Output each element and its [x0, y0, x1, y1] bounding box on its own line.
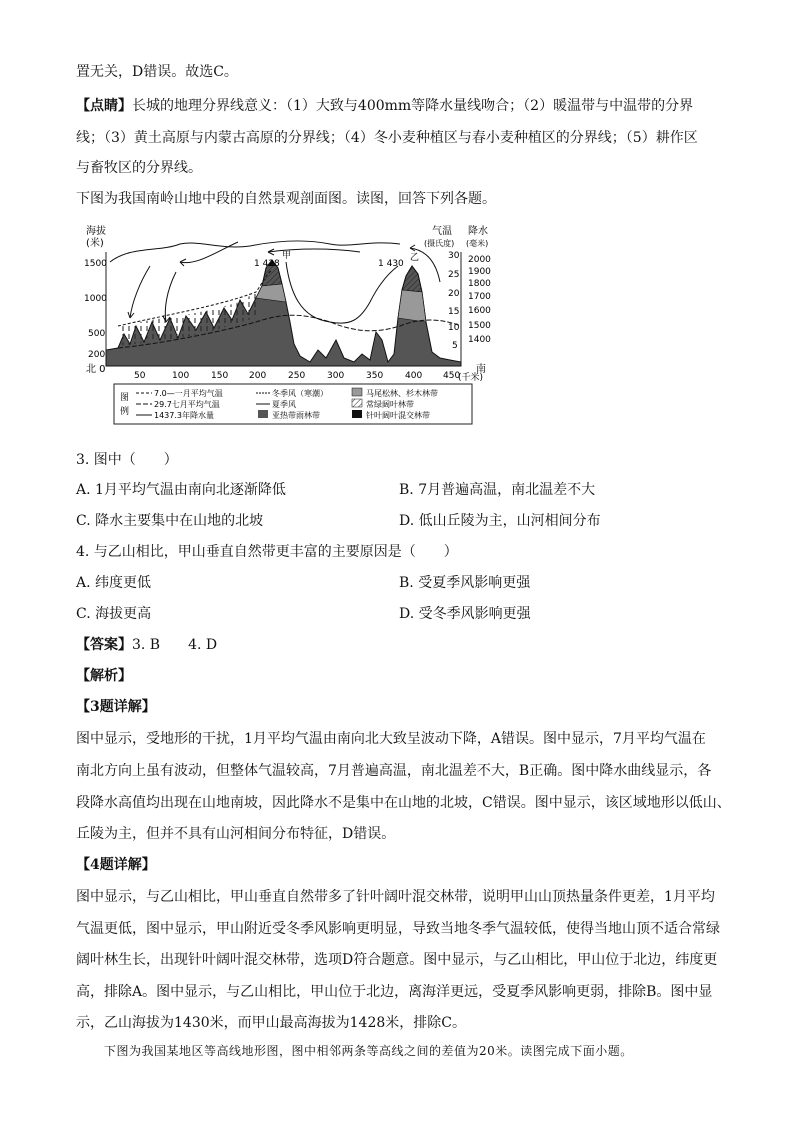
temp-tick-15: 15 [448, 307, 460, 317]
left-tick-500: 500 [88, 329, 106, 339]
detail4-line-2: 气温更低，图中显示，甲山附近受冬季风影响更明显，导致当地冬季气温较低，使得当地山顶不适合常绿 [76, 921, 720, 937]
south-label: 南 [476, 364, 486, 375]
q3-option-b: B. 7月普遍高温，南北温差不大 [399, 482, 596, 498]
legend-mixed-forest: 针叶阔叶混交林带 [366, 411, 430, 420]
legend-title-2: 例 [120, 407, 130, 417]
intro-line: 置无关，D错误。故选C。 [76, 64, 238, 80]
peak-jia-name: 甲 [282, 251, 292, 261]
dianjing-tag: 【点睛】 [76, 98, 132, 114]
dianjing-line-1 [76, 96, 693, 116]
terrain-profile [106, 260, 461, 366]
legend-july-temp: 29.7七月平均气温 [154, 400, 220, 409]
precip-title-1: 降水 [468, 226, 488, 237]
temp-tick-5: 5 [452, 341, 458, 351]
temp-tick-30: 30 [448, 251, 460, 261]
profile-figure [0, 222, 794, 432]
legend-summer-monsoon: 夏季风 [272, 400, 296, 409]
temp-title-1: 气温 [432, 226, 452, 237]
north-label: 北 0 [86, 364, 106, 375]
detail3-tag: 【3题详解】 [76, 699, 156, 715]
precip-tick-1400: 1400 [468, 335, 491, 345]
precip-tick-1600: 1600 [468, 306, 491, 316]
left-axis-title-1: 海拔 [86, 226, 106, 237]
legend-precip: 1437.3年降水量 [154, 411, 214, 420]
temp-title-2: (摄氏度) [424, 239, 455, 248]
dianjing-text-1: 长城的地理分界线意义：（1）大致与400mm等降水量线吻合；（2）暖温带与中温带的分界 [132, 98, 694, 114]
q4-option-d: D. 受冬季风影响更强 [399, 606, 531, 622]
precip-title-2: (毫米) [466, 239, 489, 248]
detail4-line-5: 示，乙山海拔为1430米，而甲山最高海拔为1428米，排除C。 [76, 1015, 466, 1031]
precip-tick-1500: 1500 [468, 321, 491, 331]
legend-rainforest: 亚热带雨林带 [272, 411, 320, 420]
detail4-line-3: 阔叶林生长，出现针叶阔叶混交林带，选项D符合题意。图中显示，与乙山相比，甲山位于北边，纬度更 [76, 952, 718, 968]
legend-winter-monsoon: 冬季风（寒潮） [272, 389, 328, 398]
answer-tag: 【答案】 [76, 637, 132, 653]
x-tick-150: 150 [211, 371, 229, 381]
x-unit: (千米) [458, 373, 484, 383]
precip-tick-1800: 1800 [468, 279, 491, 289]
figure-intro: 下图为我国南岭山地中段的自然景观剖面图。读图，回答下列各题。 [76, 191, 496, 207]
temp-tick-25: 25 [448, 270, 460, 280]
q3-option-d: D. 低山丘陵为主，山河相间分布 [399, 513, 601, 529]
temp-tick-20: 20 [448, 289, 460, 299]
x-tick-300: 300 [327, 371, 345, 381]
detail4-line-1: 图中显示，与乙山相比，甲山垂直自然带多了针叶阔叶混交林带，说明甲山山顶热量条件更差，1月平均 [76, 889, 715, 905]
q3-stem: 3. 图中（ ） [76, 452, 178, 468]
peak-yi-height: 1 430 [378, 259, 404, 269]
precip-tick-1900: 1900 [468, 267, 491, 277]
temp-tick-10: 10 [448, 323, 460, 333]
legend [114, 384, 472, 424]
dianjing-line-2: 线；（3）黄土高原与内蒙古高原的分界线；（4）冬小麦种植区与春小麦种植区的分界线；（5）耕作区 [76, 130, 698, 146]
x-tick-200: 200 [249, 371, 267, 381]
dianjing-line-3: 与畜牧区的分界线。 [76, 160, 202, 176]
detail3-line-2: 南北方向上虽有波动，但整体气温较高，7月普遍高温，南北温差不大，B正确。图中降水曲线显示，各 [76, 763, 712, 779]
detail3-line-4: 丘陵为主，但并不具有山河相间分布特征，D错误。 [76, 826, 396, 842]
q3-option-c: C. 降水主要集中在山地的北坡 [76, 513, 264, 529]
detail3-line-3: 段降水高值均出现在山地南坡，因此降水不是集中在山地的北坡，C错误。图中显示，该区域地形以低山、 [76, 795, 731, 811]
left-tick-1500: 1500 [84, 259, 107, 269]
q4-stem: 4. 与乙山相比，甲山垂直自然带更丰富的主要原因是（ ） [76, 544, 458, 560]
precip-tick-2000: 2000 [468, 255, 491, 265]
legend-title-1: 图 [120, 393, 130, 403]
legend-jan-temp: 7.0—一月平均气温 [154, 389, 223, 398]
peak-jia-height: 1 428 [254, 259, 280, 269]
detail3-line-1: 图中显示，受地形的干扰，1月平均气温由南向北大致呈波动下降，A错误。图中显示，7月平均气温在 [76, 731, 706, 747]
x-tick-50: 50 [134, 371, 146, 381]
precip-tick-1700: 1700 [468, 292, 491, 302]
detail4-line-4: 高，排除A。图中显示，与乙山相比，甲山位于北边，离海洋更远，受夏季风影响更弱，排除B。图中显 [76, 984, 713, 1000]
left-tick-200: 200 [88, 350, 106, 360]
x-tick-350: 350 [366, 371, 384, 381]
x-tick-100: 100 [172, 371, 190, 381]
x-tick-250: 250 [288, 371, 306, 381]
q4-option-b: B. 受夏季风影响更强 [399, 575, 531, 591]
q4-option-c: C. 海拔更高 [76, 606, 152, 622]
peak-yi-name: 乙 [410, 253, 420, 263]
answer-line [76, 635, 217, 655]
left-axis-title-2: (米) [86, 238, 104, 249]
left-tick-1000: 1000 [84, 294, 107, 304]
q3-option-a: A. 1月平均气温由南向北逐渐降低 [76, 482, 286, 498]
detail4-tag: 【4题详解】 [76, 857, 156, 873]
q4-option-a: A. 纬度更低 [76, 575, 152, 591]
analysis-tag: 【解析】 [76, 668, 132, 684]
legend-evergreen: 常绿阔叶林带 [366, 400, 414, 409]
precip-curve [286, 262, 398, 323]
x-tick-450: 450 [443, 371, 461, 381]
answer-text: 3. B 4. D [132, 637, 218, 653]
legend-pine-fir: 马尾松林、杉木林带 [366, 389, 438, 398]
next-figure-intro: 下图为我国某地区等高线地形图，图中相邻两条等高线之间的差值为20米。读图完成下面小题。 [104, 1044, 633, 1058]
x-tick-400: 400 [405, 371, 423, 381]
